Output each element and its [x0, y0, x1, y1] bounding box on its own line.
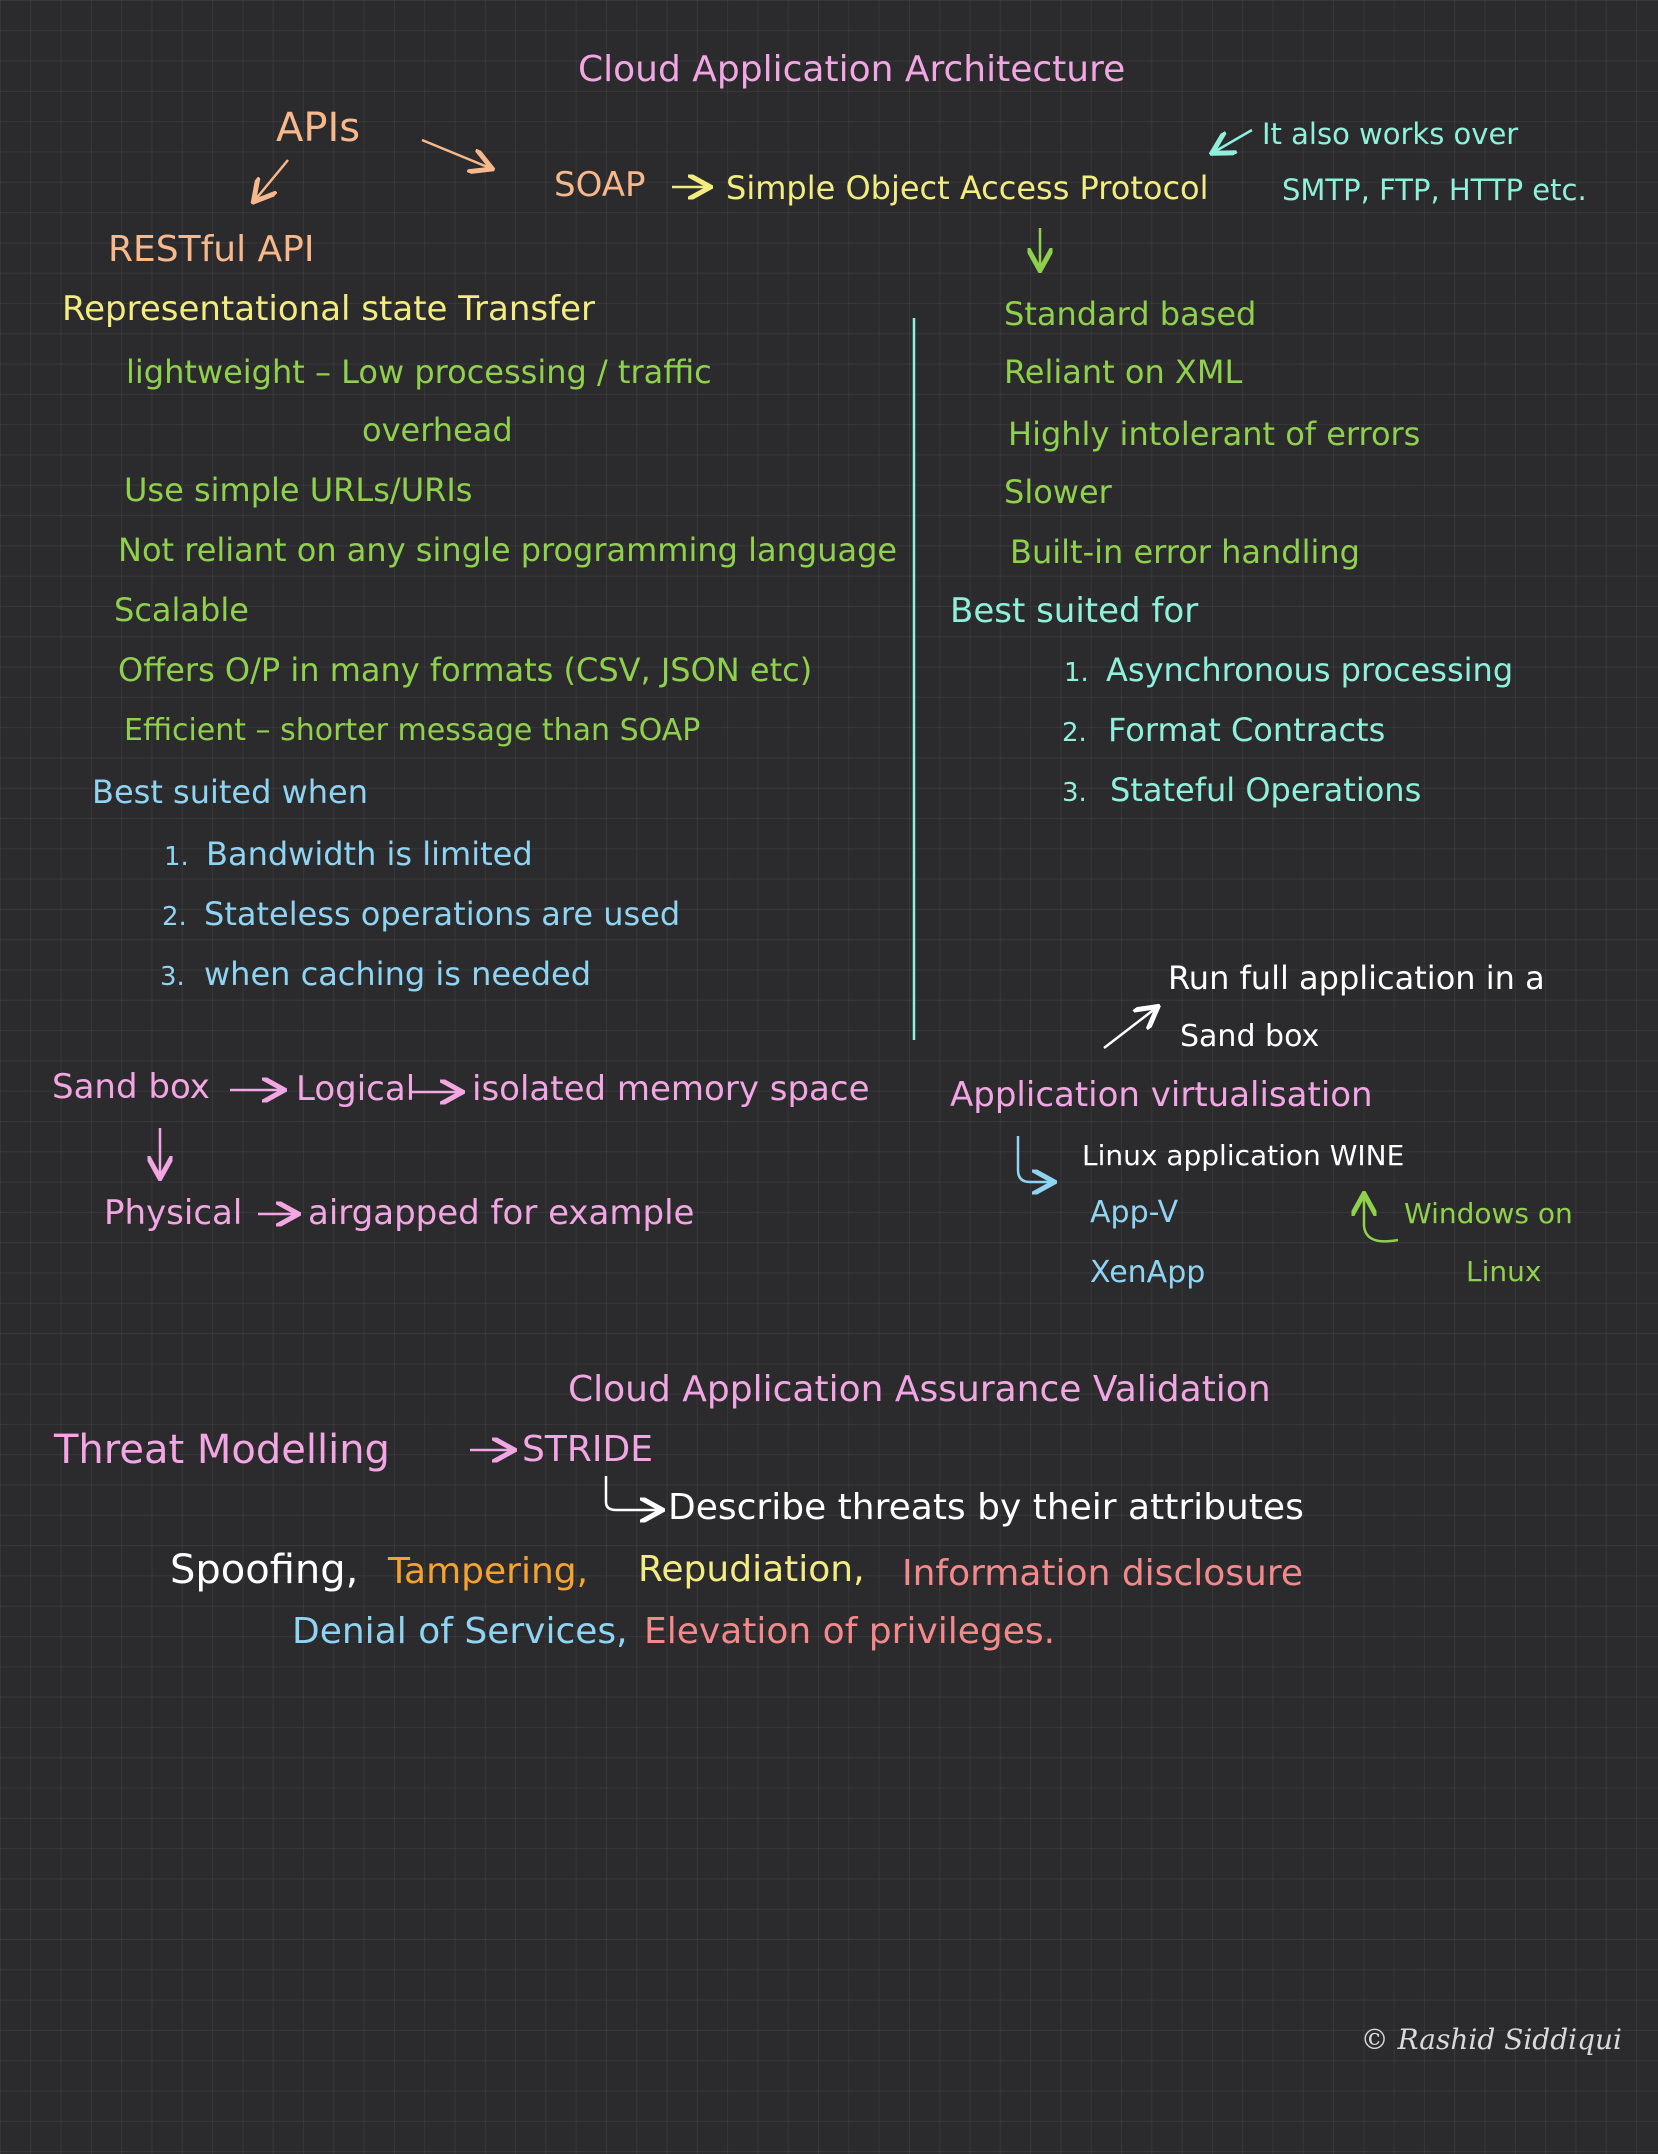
- arrow-apis-to-soap: [422, 140, 490, 168]
- rest-point-urls: Use simple URLs/URIs: [124, 471, 473, 509]
- rest-best-num: 2.: [162, 902, 187, 932]
- arrow-windows-on: [1364, 1196, 1398, 1241]
- soap-best-num: 2.: [1062, 718, 1087, 748]
- appvirt-windows-on: Windows on: [1404, 1197, 1573, 1230]
- soap-note-line1: It also works over: [1262, 117, 1519, 151]
- appvirt-appv: App-V: [1090, 1195, 1179, 1230]
- appvirt-linux: Linux: [1466, 1255, 1542, 1288]
- rest-point-formats: Offers O/P in many formats (CSV, JSON etc): [118, 651, 813, 689]
- rest-point-language: Not reliant on any single programming language: [118, 531, 898, 569]
- rest-point-scalable: Scalable: [114, 591, 249, 629]
- rest-best-num: 3.: [160, 962, 185, 992]
- rest-best-num: 1.: [164, 842, 189, 872]
- sandbox-airgapped: airgapped for example: [308, 1193, 695, 1233]
- arrow-stride-describe: [606, 1476, 660, 1510]
- soap-full: Simple Object Access Protocol: [726, 169, 1209, 207]
- rest-full-name: Representational state Transfer: [62, 289, 595, 329]
- soap-best-num: 3.: [1062, 778, 1087, 808]
- arrow-soap-note: [1214, 130, 1252, 152]
- soap-point: Highly intolerant of errors: [1008, 415, 1421, 453]
- appvirt-note-line1: Run full application in a: [1168, 959, 1545, 997]
- sandbox-term: Sand box: [52, 1067, 210, 1107]
- rest-point-efficient: Efficient – shorter message than SOAP: [124, 713, 701, 748]
- soap-best-item: Stateful Operations: [1110, 771, 1422, 809]
- appvirt-xenapp: XenApp: [1090, 1255, 1206, 1290]
- stride-repudiation: Repudiation,: [638, 1549, 865, 1590]
- stride-tampering: Tampering,: [388, 1551, 589, 1592]
- restful-api-label: RESTful API: [108, 229, 315, 270]
- soap-best-num: 1.: [1064, 658, 1089, 688]
- soap-point: Slower: [1004, 473, 1112, 511]
- rest-best-item: Stateless operations are used: [204, 895, 681, 933]
- soap-point: Built-in error handling: [1010, 533, 1360, 571]
- apis-label: APIs: [276, 105, 361, 151]
- rest-best-item: Bandwidth is limited: [206, 835, 533, 873]
- arrow-apis-to-rest: [255, 160, 288, 200]
- page-title: Cloud Application Architecture: [578, 49, 1126, 90]
- rest-best-heading: Best suited when: [92, 773, 369, 811]
- appvirt-linux-wine: Linux application WINE: [1082, 1139, 1405, 1172]
- soap-best-item: Format Contracts: [1108, 711, 1386, 749]
- stride-information: Information disclosure: [902, 1553, 1303, 1594]
- copyright-signature: © Rashid Siddiqui: [1360, 2023, 1622, 2056]
- stride-elevation: Elevation of privileges.: [644, 1611, 1056, 1652]
- stride-label: STRIDE: [522, 1429, 653, 1470]
- soap-best-heading: Best suited for: [950, 591, 1199, 631]
- threat-modelling-label: Threat Modelling: [54, 1427, 390, 1473]
- soap-point: Standard based: [1004, 295, 1257, 333]
- soap-abbr: SOAP: [554, 165, 646, 205]
- soap-point: Reliant on XML: [1004, 353, 1243, 391]
- soap-best-item: Asynchronous processing: [1106, 651, 1514, 689]
- sandbox-physical: Physical: [104, 1193, 243, 1233]
- assurance-title: Cloud Application Assurance Validation: [568, 1369, 1271, 1410]
- soap-note-line2: SMTP, FTP, HTTP etc.: [1282, 173, 1587, 207]
- arrow-appvirt-linux: [1018, 1136, 1052, 1182]
- stride-spoofing: Spoofing,: [170, 1547, 359, 1593]
- rest-point-lightweight: lightweight – Low processing / traffic: [126, 353, 712, 391]
- stride-denial: Denial of Services,: [292, 1611, 628, 1652]
- sandbox-isolated: isolated memory space: [472, 1069, 870, 1109]
- arrow-run-full: [1104, 1008, 1156, 1048]
- appvirt-note-line2: Sand box: [1180, 1019, 1320, 1054]
- rest-best-item: when caching is needed: [204, 955, 592, 993]
- rest-point-lightweight-cont: overhead: [362, 411, 513, 449]
- sandbox-logical: Logical: [296, 1069, 416, 1109]
- appvirt-heading: Application virtualisation: [950, 1075, 1373, 1115]
- stride-describe: Describe threats by their attributes: [668, 1487, 1304, 1528]
